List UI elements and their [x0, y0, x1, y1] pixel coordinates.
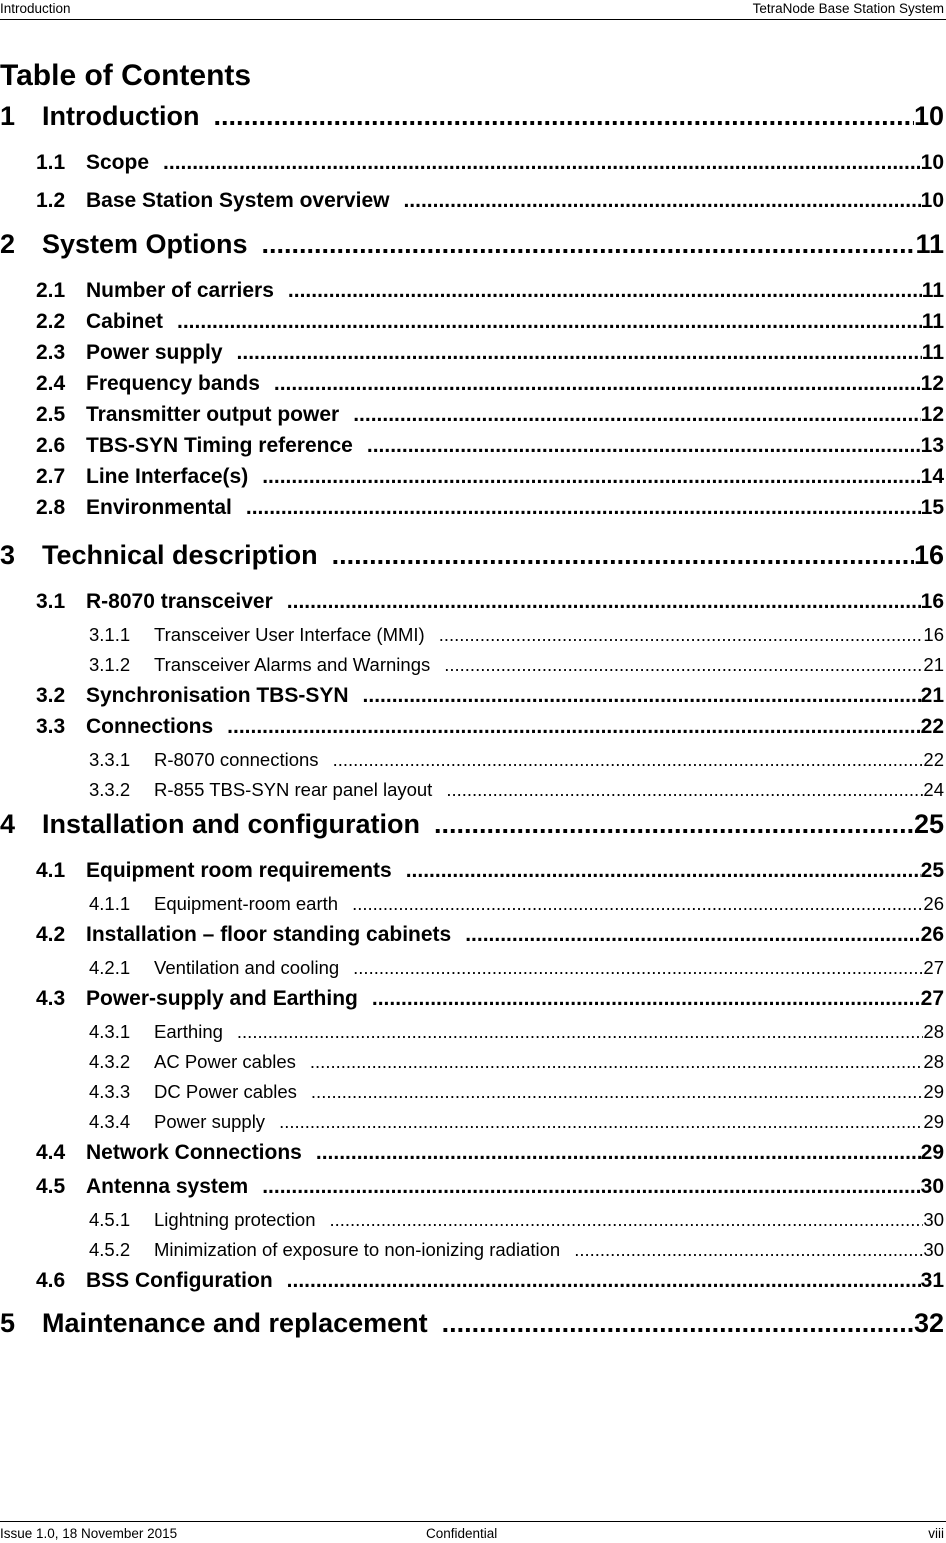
- toc-entry-leader: [288, 279, 922, 303]
- toc-entry-leader: [237, 341, 922, 365]
- toc-entry-number: 3.2: [36, 684, 66, 707]
- toc-entry-title: Scope: [86, 151, 150, 174]
- toc-entry-page: 28: [923, 1021, 944, 1042]
- toc-entry-leader: [446, 779, 923, 801]
- toc-entry-number: 4.5: [36, 1175, 66, 1198]
- toc-entry[interactable]: [0, 859, 944, 887]
- toc-entry-page: 11: [921, 279, 944, 302]
- toc-entry-title: Line Interface(s): [86, 465, 249, 488]
- toc-entry-number: 4.1.1: [89, 893, 131, 914]
- toc-entry-number: 2.5: [36, 403, 66, 426]
- toc-entry[interactable]: [0, 540, 944, 576]
- toc-entry-title: Base Station System overview: [86, 189, 390, 212]
- toc-entry-page: 31: [920, 1269, 944, 1292]
- toc-entry[interactable]: [0, 496, 944, 524]
- toc-entry-title: Technical description: [42, 540, 318, 570]
- toc-entry-title: Power-supply and Earthing: [86, 987, 358, 1010]
- toc-entry-number: 3: [0, 540, 16, 570]
- toc-entry[interactable]: [0, 1051, 944, 1077]
- toc-entry-title: DC Power cables: [154, 1081, 297, 1102]
- toc-entry-title: Ventilation and cooling: [154, 957, 340, 978]
- toc-entry-number: 3.3.1: [89, 749, 131, 770]
- toc-entry-number: 2.7: [36, 465, 66, 488]
- toc-entry-title: Transceiver User Interface (MMI): [154, 624, 425, 645]
- toc-entry[interactable]: [0, 624, 944, 650]
- toc-entry-page: 25: [920, 859, 944, 882]
- toc-entry-leader: [353, 403, 920, 427]
- toc-entry-page: 12: [920, 372, 944, 395]
- toc-entry-number: 2.3: [36, 341, 66, 364]
- toc-entry-leader: [227, 715, 920, 739]
- toc-entry[interactable]: [0, 279, 944, 307]
- toc-entry-number: 4.4: [36, 1141, 66, 1164]
- toc-entry-number: 4.3: [36, 987, 66, 1010]
- toc-entry-page: 10: [920, 189, 944, 212]
- footer-issue: Issue 1.0, 18 November 2015: [0, 1526, 178, 1541]
- toc-entry[interactable]: [0, 987, 944, 1015]
- toc-entry[interactable]: [0, 310, 944, 338]
- toc-entry-page: 30: [923, 1239, 944, 1260]
- toc-entry-leader: [352, 893, 923, 915]
- toc-entry-leader: [406, 859, 921, 883]
- toc-entry-number: 3.3.2: [89, 779, 131, 800]
- toc-entry-title: Equipment-room earth: [154, 893, 339, 914]
- toc-entry-leader: [403, 189, 920, 213]
- toc-entry-leader: [332, 540, 914, 571]
- toc-entry-number: 4.3.3: [89, 1081, 131, 1102]
- toc-entry[interactable]: [0, 465, 944, 493]
- toc-entry-number: 3.1.2: [89, 654, 131, 675]
- toc-entry-page: 11: [921, 310, 944, 333]
- toc-entry-title: TBS-SYN Timing reference: [86, 434, 353, 457]
- toc-entry-leader: [353, 957, 923, 979]
- toc-entry-page: 24: [923, 779, 944, 800]
- toc-entry-page: 12: [920, 403, 944, 426]
- toc-entry-title: Frequency bands: [86, 372, 260, 395]
- toc-entry-page: 16: [913, 540, 944, 570]
- toc-entry[interactable]: [0, 715, 944, 743]
- toc-entry-number: 4.2.1: [89, 957, 131, 978]
- toc-entry-number: 3.1.1: [89, 624, 131, 645]
- toc-entry-leader: [439, 624, 924, 646]
- toc-entry-number: 1.1: [36, 151, 66, 174]
- toc-entry-leader: [237, 1021, 924, 1043]
- toc-entry-leader: [262, 1175, 920, 1199]
- toc-entry-number: 5: [0, 1308, 16, 1338]
- toc-entry-page: 21: [920, 684, 944, 707]
- toc-entry-page: 32: [913, 1308, 944, 1338]
- toc-entry[interactable]: [0, 923, 944, 951]
- page-header: [0, 0, 946, 20]
- toc-entry[interactable]: [0, 809, 944, 845]
- toc-entry-title: Connections: [86, 715, 214, 738]
- toc-entry-page: 29: [923, 1111, 944, 1132]
- toc-entry-number: 4.6: [36, 1269, 66, 1292]
- toc-entry[interactable]: [0, 151, 944, 179]
- toc-entry-title: Minimization of exposure to non-ionizing radiation: [154, 1239, 561, 1260]
- toc-entry-number: 2: [0, 229, 16, 259]
- toc-entry-title: AC Power cables: [154, 1051, 296, 1072]
- toc-entry[interactable]: [0, 1239, 944, 1265]
- toc-entry-leader: [363, 684, 921, 708]
- toc-entry[interactable]: [0, 403, 944, 431]
- toc-entry[interactable]: [0, 1209, 944, 1235]
- toc-entry-leader: [465, 923, 920, 947]
- toc-entry-title: Network Connections: [86, 1141, 302, 1164]
- toc-entry[interactable]: [0, 684, 944, 712]
- toc-entry-title: Equipment room requirements: [86, 859, 392, 882]
- toc-entry-page: 29: [920, 1141, 944, 1164]
- toc-entry-page: 14: [920, 465, 944, 488]
- toc-entry-page: 26: [923, 893, 944, 914]
- toc-entry-leader: [574, 1239, 923, 1261]
- toc-entry[interactable]: [0, 957, 944, 983]
- toc-entry[interactable]: [0, 1111, 944, 1137]
- toc-entry[interactable]: [0, 1141, 944, 1169]
- toc-entry-title: Earthing: [154, 1021, 223, 1042]
- toc-entry-title: System Options: [42, 229, 248, 259]
- toc-entry-leader: [163, 151, 921, 175]
- toc-entry-number: 2.6: [36, 434, 66, 457]
- toc-entry-page: 11: [915, 229, 944, 259]
- toc-entry-page: 15: [920, 496, 944, 519]
- toc-entry-leader: [246, 496, 921, 520]
- toc-entry[interactable]: [0, 590, 944, 618]
- toc-entry-page: 30: [920, 1175, 944, 1198]
- toc-entry[interactable]: [0, 779, 944, 805]
- toc-entry-page: 21: [923, 654, 944, 675]
- toc-entry-number: 1.2: [36, 189, 66, 212]
- toc-entry[interactable]: [0, 654, 944, 680]
- toc-entry-leader: [213, 101, 913, 132]
- toc-entry-leader: [274, 372, 921, 396]
- toc-entry-leader: [177, 310, 922, 334]
- toc-entry[interactable]: [0, 1308, 944, 1344]
- toc-entry-title: Transceiver Alarms and Warnings: [154, 654, 431, 675]
- toc-entry[interactable]: [0, 1175, 944, 1203]
- toc-entry[interactable]: [0, 1269, 944, 1297]
- toc-entry-title: R-855 TBS-SYN rear panel layout: [154, 779, 433, 800]
- toc-entry-title: Environmental: [86, 496, 232, 519]
- toc-entry-number: 2.8: [36, 496, 66, 519]
- toc-entry-page: 11: [921, 341, 944, 364]
- toc-entry-number: 4.5.2: [89, 1239, 131, 1260]
- toc-entry-title: Power supply: [154, 1111, 266, 1132]
- footer-confidential: Confidential: [426, 1526, 498, 1541]
- toc-entry-title: R-8070 transceiver: [86, 590, 273, 613]
- toc-entry-leader: [444, 654, 923, 676]
- toc-entry-leader: [287, 1269, 921, 1293]
- toc-entry[interactable]: [0, 893, 944, 919]
- toc-entry-page: 10: [913, 101, 944, 131]
- toc-entry-page: 27: [923, 957, 944, 978]
- toc-entry-page: 16: [920, 590, 944, 613]
- toc-entry-title: Maintenance and replacement: [42, 1308, 428, 1338]
- toc-entry-leader: [442, 1308, 914, 1339]
- toc-entry-leader: [287, 590, 921, 614]
- toc-entry-leader: [434, 809, 914, 840]
- toc-entry-leader: [367, 434, 921, 458]
- toc-entry[interactable]: [0, 341, 944, 369]
- toc-entry-number: 3.3: [36, 715, 66, 738]
- toc-entry-number: 4.2: [36, 923, 66, 946]
- toc-entry[interactable]: [0, 229, 944, 265]
- toc-entry[interactable]: [0, 1021, 944, 1047]
- toc-entry-title: Antenna system: [86, 1175, 249, 1198]
- toc-entry-title: R-8070 connections: [154, 749, 319, 770]
- toc-entry-page: 26: [920, 923, 944, 946]
- footer-page-number: viii: [928, 1526, 944, 1541]
- toc-title: Table of Contents: [0, 59, 252, 92]
- toc-entry-leader: [262, 229, 916, 260]
- toc-entry-title: Number of carriers: [86, 279, 274, 302]
- toc-entry-page: 30: [923, 1209, 944, 1230]
- toc-entry-page: 16: [923, 624, 944, 645]
- toc-entry-page: 28: [923, 1051, 944, 1072]
- toc-entry-page: 22: [923, 749, 944, 770]
- toc-entry-number: 4: [0, 809, 16, 839]
- toc-entry[interactable]: [0, 1081, 944, 1107]
- toc-entry-page: 13: [920, 434, 944, 457]
- toc-entry-page: 27: [920, 987, 944, 1010]
- toc-entry-title: Transmitter output power: [86, 403, 340, 426]
- toc-entry-title: Synchronisation TBS-SYN: [86, 684, 349, 707]
- toc-entry[interactable]: [0, 749, 944, 775]
- toc-entry-title: Introduction: [42, 101, 200, 131]
- toc-entry-number: 2.4: [36, 372, 66, 395]
- toc-entry[interactable]: [0, 189, 944, 217]
- toc-entry-title: Cabinet: [86, 310, 164, 333]
- toc-entry-leader: [279, 1111, 923, 1133]
- toc-entry-leader: [262, 465, 920, 489]
- toc-entry-number: 4.5.1: [89, 1209, 131, 1230]
- toc-entry-leader: [310, 1051, 924, 1073]
- toc-entry-title: Power supply: [86, 341, 223, 364]
- toc-entry-number: 4.3.1: [89, 1021, 131, 1042]
- toc-entry[interactable]: [0, 434, 944, 462]
- toc-entry-page: 10: [920, 151, 944, 174]
- toc-entry[interactable]: [0, 101, 944, 137]
- header-section-title: Introduction: [0, 1, 71, 16]
- toc-entry-number: 4.3.4: [89, 1111, 131, 1132]
- toc-entry-number: 4.3.2: [89, 1051, 131, 1072]
- header-document-title: TetraNode Base Station System: [752, 1, 944, 16]
- toc-entry-number: 2.1: [36, 279, 66, 302]
- toc-entry-number: 4.1: [36, 859, 66, 882]
- toc-entry-title: Lightning protection: [154, 1209, 316, 1230]
- toc-entry-leader: [316, 1141, 921, 1165]
- toc-entry-leader: [333, 749, 924, 771]
- toc-entry-page: 22: [920, 715, 944, 738]
- toc-entry-page: 25: [913, 809, 944, 839]
- toc-entry-number: 1: [0, 101, 16, 131]
- toc-entry-number: 2.2: [36, 310, 66, 333]
- toc-entry-leader: [372, 987, 921, 1011]
- toc-entry-title: Installation – floor standing cabinets: [86, 923, 452, 946]
- toc-entry-number: 3.1: [36, 590, 66, 613]
- page-footer: [0, 1521, 946, 1543]
- toc-entry-page: 29: [923, 1081, 944, 1102]
- toc-entry-leader: [329, 1209, 923, 1231]
- toc-entry[interactable]: [0, 372, 944, 400]
- toc-entry-leader: [311, 1081, 924, 1103]
- toc-entry-title: BSS Configuration: [86, 1269, 273, 1292]
- toc-entry-title: Installation and configuration: [42, 809, 420, 839]
